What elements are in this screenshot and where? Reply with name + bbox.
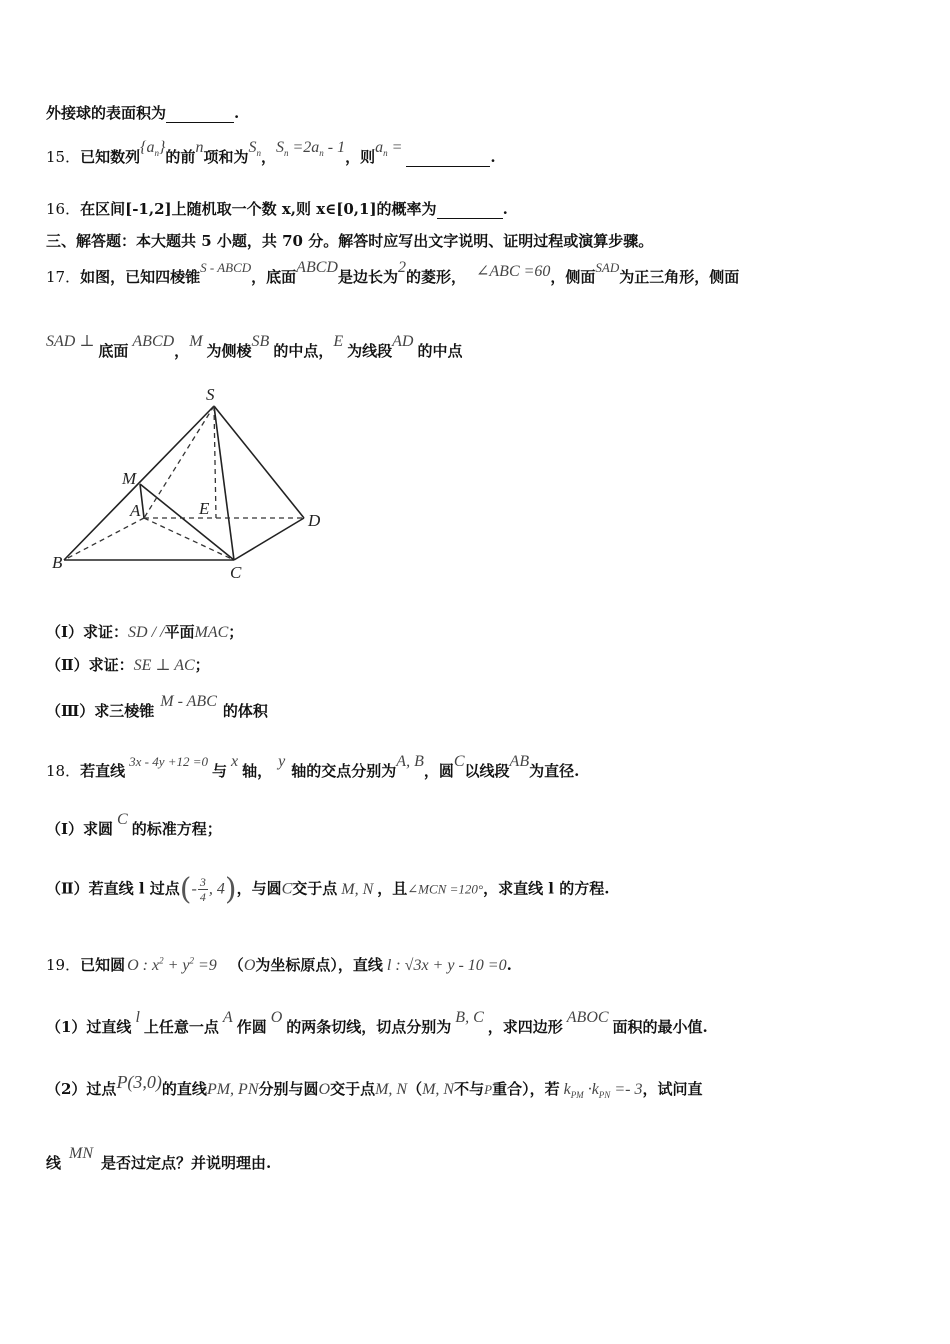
question-17-line2: SAD ⊥底面ABCD，M为侧棱SB的中点，E为线段AD的中点 <box>46 333 463 360</box>
answer-blank[interactable] <box>437 200 503 219</box>
label-M: M <box>122 469 137 488</box>
q19-part-2-line2: 线MN是否过定点？并说明理由. <box>46 1145 272 1172</box>
q19-part-1: （1）过直线l上任意一点A作圆O的两条切线，切点分别为B, C，求四边形ABOC面积的最小值. <box>46 1009 708 1036</box>
pyramid-figure <box>52 384 342 584</box>
edge-SB <box>64 406 214 560</box>
question-18: 18．若直线3x - 4y +12 =0与x轴，y轴的交点分别为A, B，圆C以线段AB为直径. <box>46 753 580 780</box>
question-17: 17．如图，已知四棱锥S - ABCD，底面ABCD是边长为2的菱形， ∠ABC =60，侧面SAD为正三角形，侧面 <box>46 259 740 286</box>
label-C: C <box>230 563 242 582</box>
label-D: D <box>308 511 321 530</box>
label-B: B <box>52 553 63 572</box>
answer-blank[interactable] <box>166 104 234 123</box>
edge-SC <box>214 406 234 560</box>
question-16: 16．在区间[-1,2]上随机取一个数 x,则 x∈[0,1]的概率为 . <box>46 200 508 218</box>
label-A: A <box>130 501 141 520</box>
label-E: E <box>199 499 210 518</box>
prev-question-tail: 外接球的表面积为 . <box>46 104 240 122</box>
edge-AB-hidden <box>64 518 144 560</box>
label-S: S <box>206 385 215 404</box>
question-15: 15．已知数列$\{a_n\}$的前n项和为$S_n$，$S_n =2a_n - 1$，则$a_n$ = . <box>46 139 496 166</box>
section-heading: 三、解答题：本大题共 5 小题，共 70 分。解答时应写出文字说明、证明过程或演算步骤。 <box>46 232 654 250</box>
q17-part-2: （Ⅱ）求证：SE ⊥ AC； <box>46 656 210 674</box>
edge-MA <box>140 484 144 518</box>
q18-part-2: （Ⅱ）若直线 l 过点(- $\frac{3}{4}$ , 4)，与圆C交于点 M, N ，且∠MCN =120°，求直线 l 的方程. <box>46 872 610 907</box>
edge-SD <box>214 406 304 518</box>
question-19: 19．已知圆 O : $x^2 + y^2 =9$ （O为坐标原点），直线 l : √3x + y - 10 =0. <box>46 955 512 974</box>
q17-part-3: （Ⅲ）求三棱锥M - ABC的体积 <box>46 693 268 720</box>
math-sequence: $\{a_n\}$ <box>140 139 166 159</box>
q19-part-2: （2）过点P(3,0)的直线PM, PN分别与圆O交于点M, N（M, N不与P重合），若 $k_{PM} \cdot k_{PN} =- 3$，试问直 <box>46 1072 703 1101</box>
answer-blank[interactable] <box>406 148 490 167</box>
fraction-three-quarters: $\frac{3}{4}$ <box>199 875 206 904</box>
edge-CD <box>234 518 304 560</box>
q17-part-1: （Ⅰ）求证：SD / /平面MAC； <box>46 623 244 641</box>
q18-part-1: （Ⅰ）求圆C的标准方程； <box>46 811 222 838</box>
